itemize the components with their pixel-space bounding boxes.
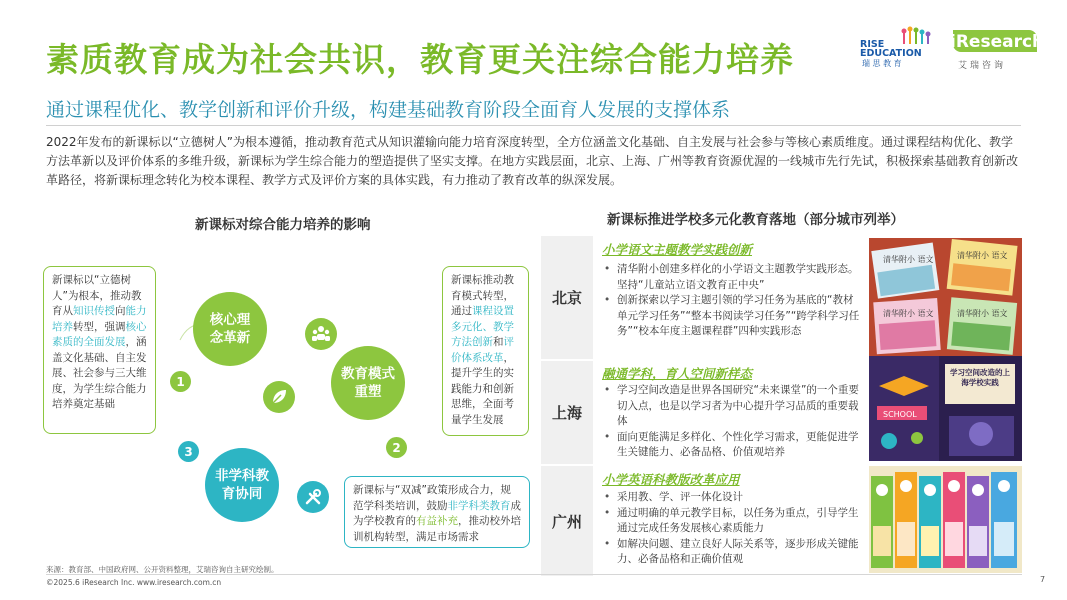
page-title: 素质教育成为社会共识，教育更关注综合能力培养 (46, 40, 794, 79)
iresearch-logo: iResearch (950, 32, 1045, 52)
shanghai-bullets (601, 383, 863, 461)
photo-book-title-4: 清华附小 语文 (957, 309, 1008, 318)
list-item: • 面向更能满足多样化、个性化学习需求，更能促进学生关键能力、必备品格、价值观培养 (601, 430, 863, 461)
textbook-covers-photo (869, 238, 1022, 356)
rise-education-wordmark: RISE EDUCATION (860, 39, 922, 59)
photo-school-sign: SCHOOL (883, 410, 917, 419)
city-label-shanghai: 上海 (541, 361, 593, 464)
right-section-title: 新课标推进学校多元化教育落地（部分城市列举） (607, 212, 904, 228)
page-number: 7 (1040, 575, 1046, 584)
guangzhou-bullets (601, 490, 863, 568)
photo-book-caption: 学习空间改造的上海学校实践 (950, 368, 1010, 387)
guangzhou-heading: 小学英语科教版改革应用 (602, 472, 740, 487)
list-item: • 采用教、学、评一体化设计 (601, 490, 863, 506)
header-divider (46, 125, 1021, 126)
leaf-icon (263, 381, 295, 413)
non-subject-education-description: 新课标与“双减”政策形成合力，规范学科类培训，鼓励非学科类教育成为学校教育的有益补充，推动校外培训机构转型，满足市场需求 (344, 476, 530, 548)
step-number-2: 2 (386, 437, 407, 458)
photo-book-title-3: 清华附小 语文 (883, 309, 934, 318)
core-concept-description: 新课标以“立德树人”为根本，推动教育从知识传授向能力培养转型，强调核心素质的全面发展，涵盖文化基础、自主发展、社会参与三大维度，为学生综合能力培养奠定基础 (43, 266, 156, 434)
list-item: • 创新探索以学习主题引领的学习任务为基底的“教材单元学习任务”“整本书阅读学习任务”“跨学科学习任务”“校本年度主题课程群”四种实践形态 (601, 293, 863, 340)
shanghai-heading: 融通学科，育人空间新样态 (602, 366, 753, 381)
tools-icon (297, 481, 329, 513)
list-item: • 清华附小创建多样化的小学语文主题教学实践形态。坚持“儿童站立语文教育正中央” (601, 262, 863, 293)
list-item: • 学习空间改造是世界各国研究“未来课堂”的一个重要切入点，也是以学习者为中心提升学习品质的重要载体 (601, 383, 863, 430)
intro-paragraph: 2022年发布的新课标以“立德树人”为根本遵循，推动教育范式从知识灌输向能力培育深度转型，全方位涵盖文化基础、自主发展与社会参与等核心素质维度。通过课程结构优化、教学方法革新以及评价体系的多维升级，新课标为学生综合能力的塑造提供了坚实支撑。在地方实践层面，北京、上海、广州等教育资源优渥的一线城市先行先试，积极探索基础教育创新改革路径，将新课标理念转化为校本课程、教学方式及评价方案的具体实践，有力推动了教育改革的纵深发展。 (46, 135, 1019, 187)
page-subtitle: 通过课程优化、教学创新和评价升级，构建基础教育阶段全面育人发展的支撑体系 (46, 99, 731, 121)
city-label-beijing: 北京 (541, 236, 593, 359)
education-model-circle: 教育模式重塑 (331, 346, 405, 420)
list-item: • 如解决问题、建立良好人际关系等，逐步形成关键能力、必备品格和正确价值观 (601, 537, 863, 568)
step-number-1: 1 (170, 371, 191, 392)
education-model-description: 新课标推动教育模式转型，通过课程设置多元化、教学方法创新和评价体系改革，提升学生的实践能力和创新思维，全面考量学生发展 (442, 266, 529, 436)
beijing-bullets (601, 262, 863, 340)
photo-book-title-1: 清华附小 语文 (883, 255, 934, 264)
copyright: ©2025.6 iResearch Inc. www.iresearch.com.cn (46, 578, 222, 587)
people-group-icon (305, 318, 337, 350)
rise-education-cn: 瑞 思 教 育 (862, 59, 902, 68)
list-item: • 通过明确的单元教学目标，以任务为重点，引导学生通过完成任务发展核心素质能力 (601, 506, 863, 537)
beijing-heading: 小学语文主题教学实践创新 (602, 242, 753, 257)
footer-divider (46, 574, 1022, 575)
english-textbooks-photo (869, 466, 1022, 573)
core-concept-circle: 核心理念革新 (193, 292, 267, 366)
iresearch-cn: 艾瑞咨询 (958, 61, 1007, 71)
non-subject-education-circle: 非学科教育协同 (205, 448, 279, 522)
left-section-title: 新课标对综合能力培养的影响 (195, 217, 371, 233)
step-number-3: 3 (178, 441, 199, 462)
photo-book-title-2: 清华附小 语文 (957, 251, 1008, 260)
school-space-book-photo (869, 356, 1022, 461)
city-label-guangzhou: 广州 (541, 466, 593, 576)
source-note: 来源：教育部、中国政府网、公开资料整理，艾瑞咨询自主研究绘制。 (46, 565, 279, 574)
